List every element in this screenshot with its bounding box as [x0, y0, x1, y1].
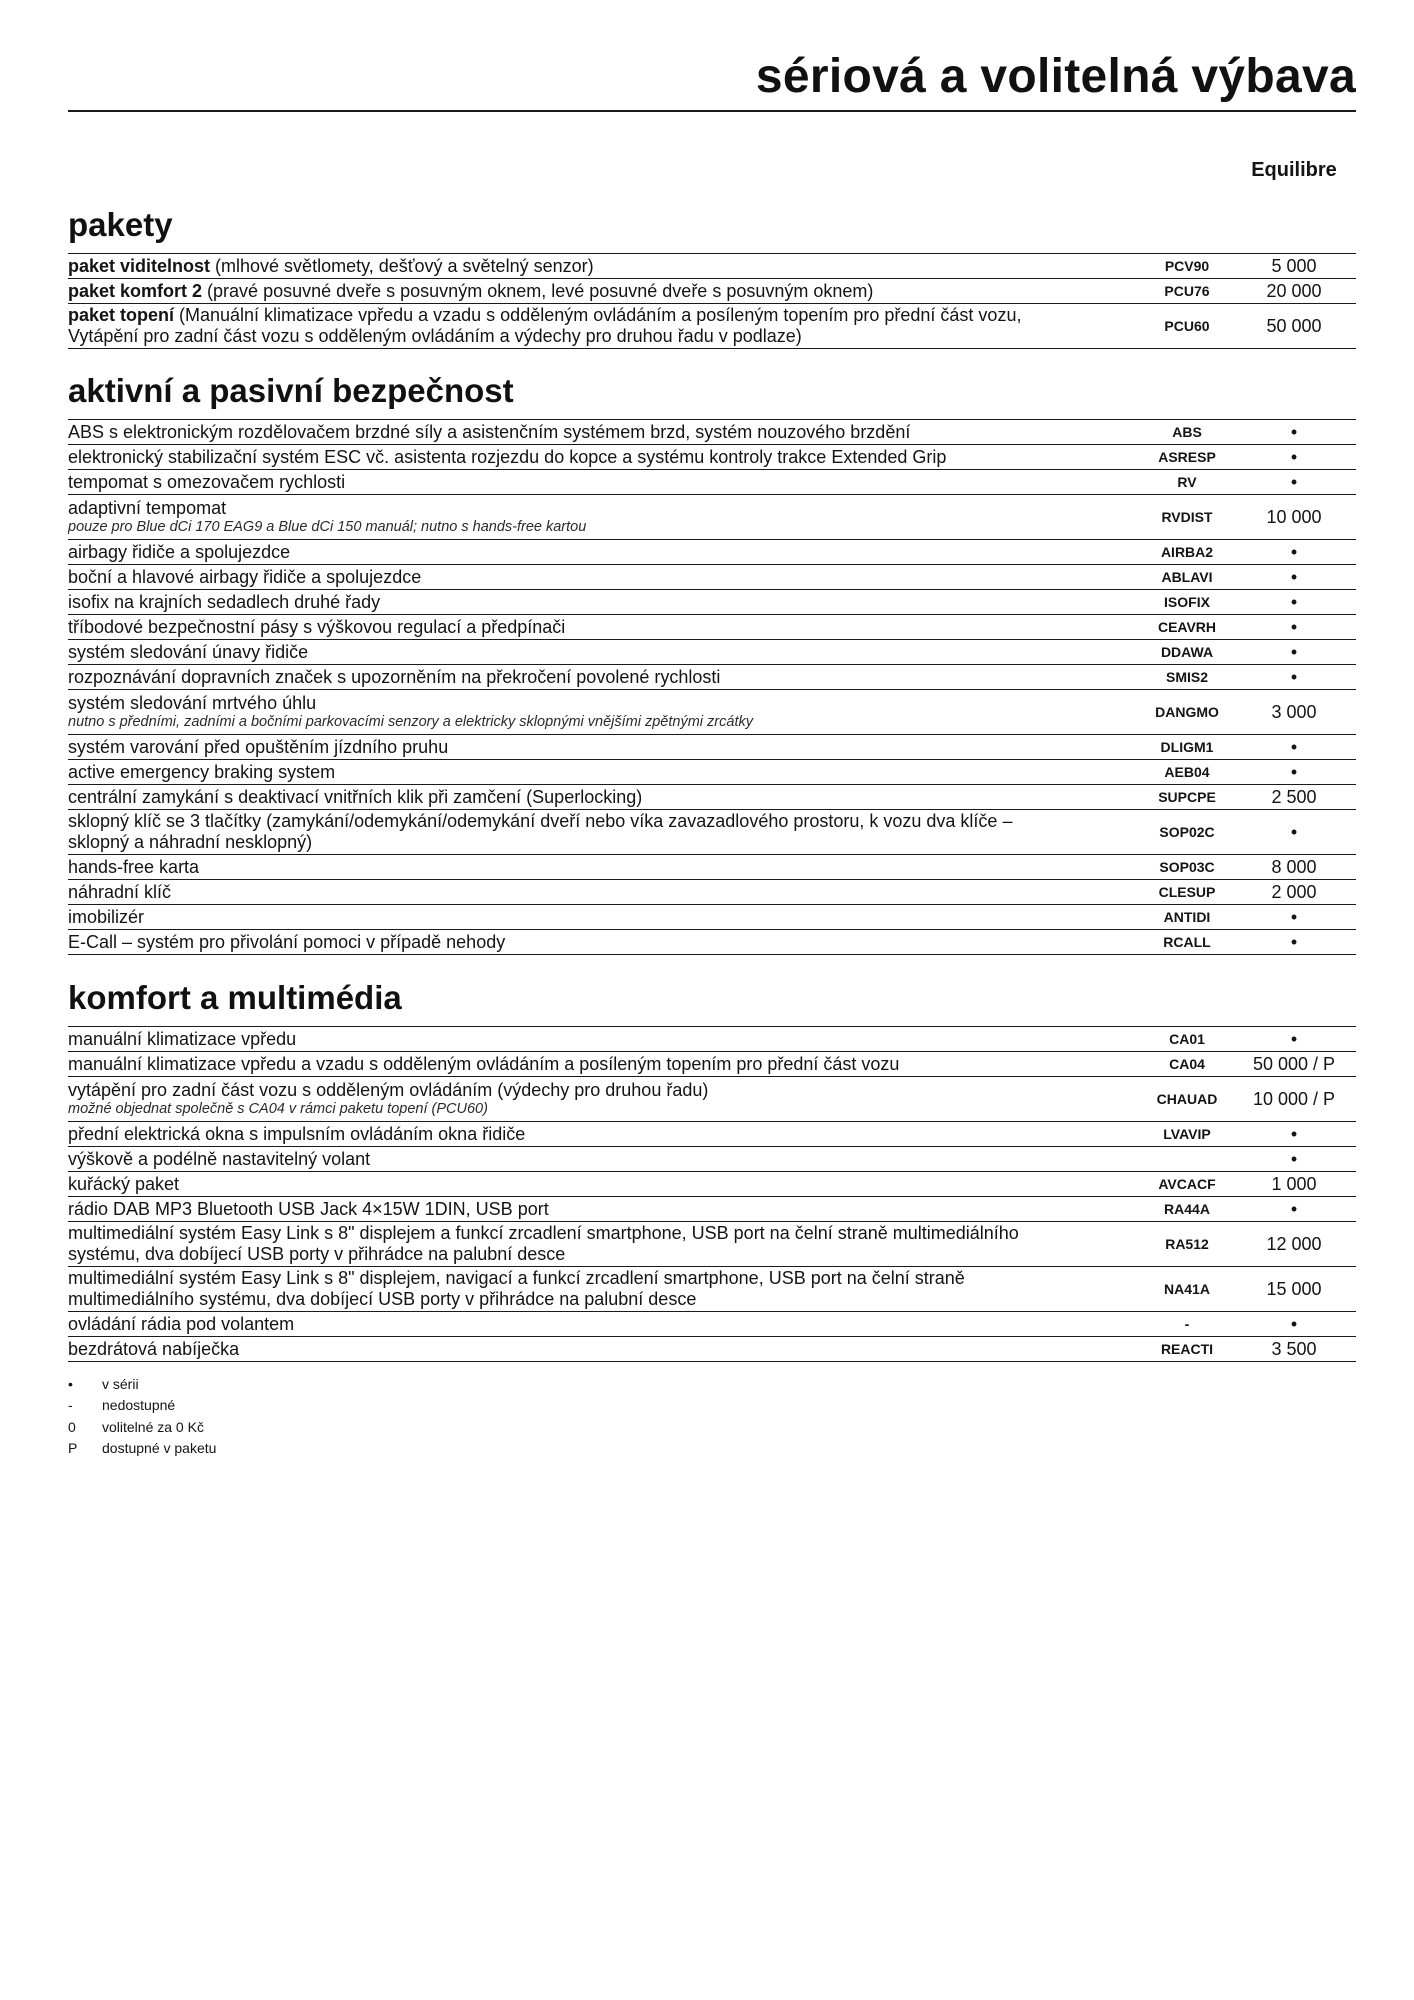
- equipment-text-line: [68, 281, 873, 301]
- option-code: RCALL: [1163, 933, 1211, 950]
- equipment-text-line: [68, 737, 448, 757]
- option-price: 50 000: [1266, 315, 1322, 336]
- equipment-description: [68, 932, 1142, 953]
- option-price: 3 000: [1271, 701, 1317, 722]
- equipment-text: sklopný klíč se 3 tlačítky (zamykání/odemykání/odemykání dveří nebo víka zavazadlového prostoru, k vozu dva klíče – sklopný a náhradní nesklopný): [68, 811, 1013, 852]
- package-name: paket topení: [68, 305, 175, 325]
- equipment-description: [68, 567, 1142, 588]
- equipment-row: [68, 470, 1356, 495]
- page-title: sériová a volitelná výbava: [755, 50, 1356, 103]
- option-price: 3 500: [1271, 1338, 1317, 1359]
- option-code: ABLAVI: [1161, 568, 1213, 585]
- legend-text: volitelné za 0 Kč: [102, 1418, 204, 1435]
- section-title: aktivní a pasivní bezpečnost: [68, 372, 514, 409]
- equipment-row: [68, 540, 1356, 565]
- standard-mark: •: [1290, 566, 1298, 587]
- equipment-text-line: [68, 472, 345, 492]
- option-code: DDAWA: [1160, 643, 1214, 660]
- standard-mark: •: [1290, 821, 1298, 842]
- equipment-text: manuální klimatizace vpředu: [68, 1028, 297, 1049]
- equipment-row: [68, 640, 1356, 665]
- equipment-row: [68, 304, 1356, 349]
- legend-symbol: -: [68, 1397, 73, 1414]
- equipment-text-line: [68, 762, 335, 782]
- package-name: paket komfort 2: [68, 280, 203, 301]
- option-code: AVCACF: [1158, 1175, 1216, 1192]
- option-price: 1 000: [1271, 1173, 1317, 1194]
- option-price: 5 000: [1271, 255, 1317, 276]
- equipment-text-line: [68, 305, 1021, 346]
- equipment-row: [68, 735, 1356, 760]
- equipment-note: možné objednat společně s CA04 v rámci paketu topení (PCU60): [68, 1101, 488, 1117]
- equipment-note: nutno s předními, zadními a bočními parkovacími senzory a elektricky sklopnými vnějšími zpětnými zrcátky: [68, 714, 753, 730]
- equipment-text-line: [68, 592, 380, 612]
- equipment-description: [68, 472, 1142, 493]
- equipment-row: [68, 615, 1356, 640]
- option-code: RVDIST: [1161, 508, 1213, 525]
- section-title: pakety: [68, 206, 173, 243]
- equipment-text-line: [68, 542, 290, 562]
- equipment-description: [68, 256, 1142, 277]
- option-code: DLIGM1: [1160, 738, 1214, 755]
- equipment-text-line: [68, 1029, 296, 1049]
- equipment-text: rádio DAB MP3 Bluetooth USB Jack 4×15W 1DIN, USB port: [68, 1198, 549, 1219]
- option-price: 20 000: [1266, 280, 1322, 301]
- equipment-row: [68, 905, 1356, 930]
- equipment-row: [68, 880, 1356, 905]
- equipment-description: [68, 787, 1142, 808]
- standard-mark: •: [1290, 931, 1298, 952]
- option-code: PCV90: [1164, 257, 1210, 274]
- equipment-text: bezdrátová nabíječka: [68, 1338, 240, 1359]
- option-code: CEAVRH: [1157, 618, 1217, 635]
- equipment-text: imobilizér: [68, 906, 145, 927]
- standard-mark: •: [1290, 666, 1298, 687]
- legend-item: [68, 1395, 216, 1417]
- equipment-description: [68, 642, 1142, 663]
- equipment-description: [68, 1124, 1142, 1145]
- section-komfort-a-multimedia: [68, 978, 1356, 1362]
- equipment-description: [68, 305, 1142, 347]
- equipment-text: tříbodové bezpečnostní pásy s výškovou regulací a předpínači: [68, 616, 566, 637]
- legend-text: dostupné v paketu: [102, 1440, 217, 1457]
- standard-mark: •: [1290, 471, 1298, 492]
- equipment-text-line: [68, 1124, 525, 1144]
- equipment-description: [68, 422, 1142, 443]
- equipment-row: [68, 279, 1356, 304]
- equipment-text-line: [68, 1199, 549, 1219]
- equipment-description: [68, 1268, 1142, 1310]
- legend-item: [68, 1373, 216, 1395]
- legend-item: [68, 1416, 216, 1438]
- standard-mark: •: [1290, 541, 1298, 562]
- equipment-row: [68, 1027, 1356, 1052]
- equipment-description: [68, 907, 1142, 928]
- equipment-row: [68, 445, 1356, 470]
- standard-mark: •: [1290, 591, 1298, 612]
- equipment-text: (pravé posuvné dveře s posuvným oknem, levé posuvné dveře s posuvným oknem): [202, 280, 874, 301]
- equipment-text: (mlhové světlomety, dešťový a světelný senzor): [210, 255, 594, 276]
- equipment-row: [68, 855, 1356, 880]
- option-code: PCU60: [1164, 317, 1210, 334]
- equipment-description: [68, 1054, 1142, 1075]
- equipment-text-line: [68, 1339, 239, 1359]
- equipment-text: multimediální systém Easy Link s 8" displejem a funkcí zrcadlení smartphone, USB port na čelní straně multimediálního systému, dva dobíjecí USB porty v přihrádce na palubní desce: [68, 1223, 1019, 1264]
- equipment-row: [68, 1147, 1356, 1172]
- legend-symbol: P: [68, 1440, 78, 1457]
- equipment-text-line: [68, 667, 720, 687]
- equipment-row: [68, 1077, 1356, 1122]
- equipment-text-line: [68, 1054, 899, 1074]
- standard-mark: •: [1290, 446, 1298, 467]
- option-code: ISOFIX: [1164, 593, 1210, 610]
- equipment-text: multimediální systém Easy Link s 8" displejem, navigací a funkcí zrcadlení smartphone, USB port na čelní straně multimediálního systému, dva dobíjecí USB porty v přihrádce na palubní desce: [68, 1268, 965, 1309]
- option-price: 15 000: [1266, 1278, 1322, 1299]
- option-code: SOP02C: [1159, 823, 1215, 840]
- equipment-text: active emergency braking system: [68, 761, 336, 782]
- standard-mark: •: [1290, 736, 1298, 757]
- option-code: AEB04: [1164, 763, 1210, 780]
- equipment-text-line: [68, 932, 505, 952]
- equipment-description: [68, 1174, 1142, 1195]
- equipment-text-line: [68, 422, 910, 442]
- standard-mark: •: [1290, 641, 1298, 662]
- equipment-text: náhradní klíč: [68, 881, 172, 902]
- equipment-description: [68, 1223, 1142, 1265]
- equipment-table: [68, 1026, 1356, 1362]
- equipment-text-line: [68, 1149, 370, 1169]
- equipment-text-line: [68, 882, 171, 902]
- equipment-row: [68, 420, 1356, 445]
- option-code: NA41A: [1164, 1280, 1210, 1297]
- equipment-description: [68, 737, 1142, 758]
- equipment-text-line: [68, 642, 308, 662]
- equipment-description: [68, 811, 1142, 853]
- option-code: SOP03C: [1159, 858, 1215, 875]
- legend: [68, 1373, 216, 1459]
- equipment-text-line: [68, 857, 199, 877]
- equipment-row: [68, 665, 1356, 690]
- equipment-name: systém sledování mrtvého úhlu: [68, 693, 317, 713]
- option-code: RV: [1177, 473, 1197, 490]
- equipment-table: [68, 253, 1356, 349]
- header-rule: [68, 110, 1356, 112]
- equipment-row: [68, 254, 1356, 279]
- equipment-description: [68, 281, 1142, 302]
- standard-mark: •: [1290, 1313, 1298, 1334]
- equipment-description: [68, 1149, 1142, 1170]
- equipment-row: [68, 1197, 1356, 1222]
- option-price: 8 000: [1271, 856, 1317, 877]
- standard-mark: •: [1290, 1028, 1298, 1049]
- equipment-text-line: [68, 447, 946, 467]
- equipment-text: manuální klimatizace vpředu a vzadu s odděleným ovládáním a posíleným topením pro přední část vozu: [68, 1053, 900, 1074]
- equipment-text: boční a hlavové airbagy řidiče a spolujezdce: [68, 566, 422, 587]
- option-code: CHAUAD: [1156, 1090, 1218, 1107]
- equipment-row: [68, 810, 1356, 855]
- option-code: CA04: [1169, 1055, 1205, 1072]
- equipment-row: [68, 1122, 1356, 1147]
- equipment-text: elektronický stabilizační systém ESC vč. asistenta rozjezdu do kopce a systému kontroly trakce Extended Grip: [68, 446, 947, 467]
- equipment-text: E-Call – systém pro přivolání pomoci v případě nehody: [68, 931, 506, 952]
- equipment-text-line: [68, 1268, 965, 1309]
- equipment-text-line: [68, 1314, 294, 1334]
- equipment-text: centrální zamykání s deaktivací vnitřních klik při zamčení (Superlocking): [68, 786, 643, 807]
- option-code: ASRESP: [1158, 448, 1216, 465]
- legend-symbol: 0: [68, 1418, 76, 1435]
- option-price: 10 000 / P: [1252, 1088, 1336, 1109]
- equipment-description: [68, 592, 1142, 613]
- equipment-row: [68, 1172, 1356, 1197]
- equipment-description: [68, 882, 1142, 903]
- equipment-description: [68, 667, 1142, 688]
- equipment-text-line: [68, 567, 421, 587]
- standard-mark: •: [1290, 761, 1298, 782]
- equipment-description: [68, 617, 1142, 638]
- section-pakety: [68, 205, 1356, 349]
- equipment-row: [68, 690, 1356, 735]
- standard-mark: •: [1290, 1148, 1298, 1169]
- option-code: DANGMO: [1155, 703, 1219, 720]
- option-code: ABS: [1172, 423, 1202, 440]
- package-name: paket viditelnost: [68, 255, 211, 276]
- equipment-text: výškově a podélně nastavitelný volant: [68, 1148, 371, 1169]
- equipment-description: [68, 1080, 1142, 1118]
- legend-item: [68, 1438, 216, 1460]
- equipment-row: [68, 565, 1356, 590]
- equipment-description: [68, 1199, 1142, 1220]
- equipment-text-line: [68, 787, 642, 807]
- equipment-row: [68, 1267, 1356, 1312]
- option-code: SUPCPE: [1158, 788, 1216, 805]
- equipment-text: ovládání rádia pod volantem: [68, 1313, 295, 1334]
- equipment-text: ABS s elektronickým rozdělovačem brzdné síly a asistenčním systémem brzd, systém nouzového brzdění: [68, 421, 911, 442]
- equipment-description: [68, 447, 1142, 468]
- equipment-text: airbagy řidiče a spolujezdce: [68, 541, 291, 562]
- option-code: LVAVIP: [1163, 1125, 1211, 1142]
- option-code: CA01: [1169, 1030, 1205, 1047]
- equipment-text: systém varování před opuštěním jízdního pruhu: [68, 736, 449, 757]
- option-code: CLESUP: [1158, 883, 1216, 900]
- legend-text: nedostupné: [102, 1397, 176, 1414]
- equipment-text-line: [68, 617, 565, 637]
- equipment-description: [68, 1339, 1142, 1360]
- option-code: AIRBA2: [1160, 543, 1214, 560]
- standard-mark: •: [1290, 1198, 1298, 1219]
- equipment-description: [68, 693, 1142, 731]
- equipment-text: (Manuální klimatizace vpředu a vzadu s odděleným ovládáním a posíleným topením pro přední část vozu, Vytápění pro zadní část vozu s odděleným ovládáním a výdechy pro druhou řadu v podlaze): [68, 305, 1022, 346]
- standard-mark: •: [1290, 616, 1298, 637]
- equipment-description: [68, 498, 1142, 536]
- equipment-text: hands-free karta: [68, 856, 200, 877]
- equipment-text: tempomat s omezovačem rychlosti: [68, 471, 346, 492]
- equipment-row: [68, 1312, 1356, 1337]
- equipment-text: rozpoznávání dopravních značek s upozorněním na překročení povolené rychlosti: [68, 666, 721, 687]
- standard-mark: •: [1290, 1123, 1298, 1144]
- option-price: 50 000 / P: [1252, 1053, 1336, 1074]
- option-code: RA44A: [1164, 1200, 1210, 1217]
- equipment-row: [68, 930, 1356, 955]
- legend-symbol: •: [68, 1375, 73, 1392]
- equipment-table: [68, 419, 1356, 955]
- option-code: PCU76: [1164, 282, 1210, 299]
- equipment-text: kuřácký paket: [68, 1173, 180, 1194]
- option-code: REACTI: [1160, 1340, 1214, 1357]
- equipment-row: [68, 1222, 1356, 1267]
- trim-column-header: Equilibre: [1251, 159, 1337, 181]
- equipment-text-line: [68, 256, 594, 276]
- equipment-row: [68, 1337, 1356, 1362]
- option-price: 2 000: [1271, 881, 1317, 902]
- option-code: SMIS2: [1165, 668, 1208, 685]
- equipment-row: [68, 495, 1356, 540]
- option-price: 10 000: [1266, 506, 1322, 527]
- equipment-row: [68, 1052, 1356, 1077]
- equipment-row: [68, 760, 1356, 785]
- legend-text: v sérii: [102, 1375, 139, 1392]
- equipment-description: [68, 542, 1142, 563]
- equipment-text-line: [68, 1174, 179, 1194]
- equipment-text-line: [68, 811, 1012, 852]
- option-price: 12 000: [1266, 1233, 1322, 1254]
- option-code: ANTIDI: [1163, 908, 1211, 925]
- equipment-description: [68, 1314, 1142, 1335]
- equipment-row: [68, 785, 1356, 810]
- equipment-name: adaptivní tempomat: [68, 498, 227, 518]
- equipment-text: systém sledování únavy řidiče: [68, 641, 309, 662]
- option-code: -: [1184, 1315, 1190, 1332]
- equipment-description: [68, 857, 1142, 878]
- option-code: RA512: [1165, 1235, 1209, 1252]
- equipment-description: [68, 762, 1142, 783]
- equipment-name: vytápění pro zadní část vozu s odděleným ovládáním (výdechy pro druhou řadu): [68, 1080, 709, 1100]
- section-title: komfort a multimédia: [68, 979, 402, 1016]
- equipment-description: [68, 1029, 1142, 1050]
- option-price: 2 500: [1271, 786, 1317, 807]
- section-aktivni-a-pasivni-bezpecnost: [68, 371, 1356, 955]
- standard-mark: •: [1290, 906, 1298, 927]
- equipment-text: přední elektrická okna s impulsním ovládáním okna řidiče: [68, 1123, 526, 1144]
- equipment-text: isofix na krajních sedadlech druhé řady: [68, 591, 381, 612]
- equipment-row: [68, 590, 1356, 615]
- equipment-note: pouze pro Blue dCi 170 EAG9 a Blue dCi 150 manuál; nutno s hands-free kartou: [68, 519, 587, 535]
- equipment-text-line: [68, 1223, 1019, 1264]
- equipment-text-line: [68, 907, 144, 927]
- standard-mark: •: [1290, 421, 1298, 442]
